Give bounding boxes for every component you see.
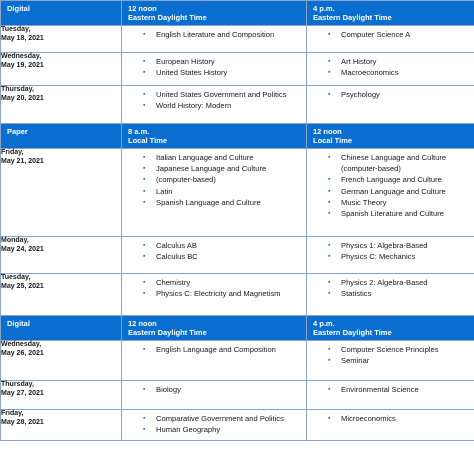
bullet-icon: ▪ (328, 176, 331, 184)
bullet-icon: ▪ (143, 91, 146, 98)
bullet-icon: ▪ (328, 290, 331, 298)
exam-date: May 24, 2021 (1, 245, 44, 253)
exam-subject-text: Japanese Language and Culture (156, 164, 267, 174)
time-slot-header (307, 124, 474, 149)
exam-subject-list (122, 274, 306, 299)
exam-subject-text: European History (156, 57, 215, 66)
exam-subject-text: Psychology (341, 90, 380, 99)
bullet-icon: ▪ (143, 102, 146, 110)
exam-subject-item (122, 100, 306, 111)
exam-subjects-cell (122, 341, 307, 381)
section-type-label (1, 1, 122, 26)
exam-subjects-cell (122, 274, 307, 316)
exam-subject-text: United States History (156, 68, 228, 78)
exam-subject-text: Physics 1: Algebra-Based (341, 241, 428, 250)
exam-date: May 27, 2021 (1, 389, 44, 397)
exam-subject-note (307, 163, 474, 174)
exam-subjects-cell (122, 53, 307, 86)
exam-subject-text: English Literature and Composition (156, 30, 275, 39)
time-slot-zone: Eastern Daylight Time (128, 13, 207, 22)
exam-subject-item (122, 240, 306, 251)
exam-subject-list (122, 237, 306, 262)
exam-subject-item (122, 413, 306, 424)
exam-subject-list (122, 410, 306, 435)
exam-weekday: Thursday, (1, 381, 34, 388)
bullet-icon: ▪ (328, 346, 331, 353)
exam-subject-list (122, 341, 306, 355)
time-slot-time: 4 p.m. (313, 4, 335, 13)
exam-date: May 25, 2021 (1, 282, 44, 290)
exam-subjects-cell (122, 381, 307, 410)
time-slot-zone: Local Time (128, 136, 168, 145)
exam-date: May 19, 2021 (1, 61, 44, 69)
exam-date: May 21, 2021 (1, 157, 44, 165)
time-slot-zone: Local Time (313, 136, 353, 145)
exam-subject-item (122, 288, 306, 299)
exam-subject-text: Latin (156, 186, 173, 196)
bullet-icon: ▪ (328, 279, 331, 286)
time-slot-header (122, 124, 307, 149)
bullet-icon: ▪ (328, 91, 331, 98)
exam-subject-item (307, 355, 474, 366)
section-type-label (1, 124, 122, 149)
exam-weekday: Friday, (1, 149, 24, 156)
exam-date: May 18, 2021 (1, 34, 44, 42)
exam-date-cell (1, 237, 122, 274)
bullet-icon: ▪ (328, 198, 331, 206)
bullet-icon: ▪ (143, 386, 146, 393)
exam-subject-item (122, 163, 306, 174)
exam-date-cell (1, 26, 122, 53)
exam-subject-text: United States Government and Politics (156, 90, 287, 99)
section-header-row (1, 124, 474, 149)
time-slot-header (307, 1, 474, 26)
bullet-icon: ▪ (143, 176, 146, 184)
exam-subjects-cell (307, 274, 474, 316)
exam-subjects-cell (122, 86, 307, 124)
bullet-icon: ▪ (328, 415, 331, 422)
bullet-icon: ▪ (143, 165, 146, 173)
exam-date-cell (1, 86, 122, 124)
bullet-icon: ▪ (328, 253, 331, 261)
exam-subject-item (122, 174, 306, 185)
exam-subject-item (122, 29, 306, 40)
exam-subject-text: Chinese Language and Culture (341, 153, 447, 162)
exam-day-row (1, 149, 474, 237)
bullet-icon: ▪ (328, 187, 331, 195)
exam-subjects-cell (307, 410, 474, 441)
section-type-text: Digital (7, 4, 30, 13)
exam-subject-list (307, 341, 474, 366)
time-slot-time: 8 a.m. (128, 127, 150, 136)
exam-subject-text: Chemistry (156, 278, 191, 287)
bullet-icon: ▪ (143, 154, 146, 161)
exam-weekday: Wednesday, (1, 341, 42, 348)
exam-date-cell (1, 149, 122, 237)
exam-subject-text: Spanish Literature and Culture (341, 209, 445, 219)
exam-subject-item (307, 413, 474, 424)
exam-date: May 20, 2021 (1, 94, 44, 102)
exam-subject-text: Microeconomics (341, 414, 396, 423)
exam-subject-list (307, 86, 474, 100)
bullet-icon: ▪ (143, 58, 146, 65)
section-type-text: Digital (7, 319, 30, 328)
exam-subject-list (307, 237, 474, 262)
time-slot-header (122, 1, 307, 26)
exam-subject-text: Physics C: Electricity and Magnetism (156, 289, 281, 299)
exam-subject-text: English Language and Composition (156, 345, 276, 354)
exam-subject-text: Comparative Government and Politics (156, 414, 284, 423)
bullet-icon: ▪ (328, 210, 331, 218)
bullet-icon: ▪ (143, 31, 146, 38)
exam-subject-list (122, 381, 306, 395)
exam-subject-item (307, 384, 474, 395)
exam-weekday: Thursday, (1, 86, 34, 93)
exam-subject-text: Biology (156, 385, 181, 394)
exam-subject-text: Environmental Science (341, 385, 419, 394)
time-slot-zone: Eastern Daylight Time (313, 13, 392, 22)
exam-subject-item (307, 29, 474, 40)
exam-subjects-cell (122, 149, 307, 237)
exam-subjects-cell (307, 53, 474, 86)
exam-subject-text: Computer Science A (341, 30, 411, 39)
exam-subject-item (307, 197, 474, 208)
time-slot-header (307, 316, 474, 341)
exam-subject-list (122, 86, 306, 111)
exam-day-row (1, 341, 474, 381)
exam-subject-list (307, 381, 474, 395)
exam-subject-item (307, 152, 474, 163)
exam-subject-text: World History: Modern (156, 101, 232, 111)
bullet-icon: ▪ (143, 290, 146, 298)
exam-subject-item (307, 240, 474, 251)
exam-date-cell (1, 341, 122, 381)
bullet-icon: ▪ (143, 187, 146, 195)
exam-weekday: Friday, (1, 410, 24, 417)
bullet-icon: ▪ (143, 242, 146, 249)
section-header-row (1, 316, 474, 341)
exam-subject-text: Italian Language and Culture (156, 153, 254, 162)
exam-subjects-cell (122, 26, 307, 53)
bullet-icon: ▪ (143, 346, 146, 353)
exam-subjects-cell (122, 237, 307, 274)
exam-day-row (1, 26, 474, 53)
exam-subject-item (307, 89, 474, 100)
exam-subject-text: Spanish Language and Culture (156, 197, 261, 207)
exam-weekday: Wednesday, (1, 53, 42, 60)
exam-day-row (1, 237, 474, 274)
exam-date-cell (1, 410, 122, 441)
exam-subject-text: Physics 2: Algebra-Based (341, 278, 428, 287)
exam-subject-item (122, 344, 306, 355)
section-type-label (1, 316, 122, 341)
exam-subject-text: (computer-based) (341, 164, 401, 174)
bullet-icon: ▪ (143, 426, 146, 434)
exam-subject-item (122, 56, 306, 67)
exam-subject-item (307, 277, 474, 288)
bullet-icon: ▪ (328, 58, 331, 65)
exam-subject-text: Macroeconomics (341, 68, 399, 78)
exam-subject-text: (computer-based) (156, 175, 216, 185)
time-slot-time: 4 p.m. (313, 319, 335, 328)
exam-subjects-cell (307, 237, 474, 274)
exam-weekday: Tuesday, (1, 274, 31, 281)
exam-subject-list (122, 53, 306, 78)
bullet-icon: ▪ (143, 253, 146, 261)
exam-subject-text: German Language and Culture (341, 186, 446, 196)
exam-subjects-cell (307, 149, 474, 237)
exam-subject-text: Music Theory (341, 197, 387, 207)
exam-subject-item (307, 208, 474, 219)
exam-subject-item (122, 424, 306, 435)
exam-subject-item (122, 186, 306, 197)
exam-subject-text: Calculus AB (156, 241, 197, 250)
exam-subject-item (307, 174, 474, 185)
exam-date-cell (1, 274, 122, 316)
exam-date: May 26, 2021 (1, 349, 44, 357)
exam-subject-item (307, 56, 474, 67)
exam-subject-item (307, 288, 474, 299)
exam-day-row (1, 53, 474, 86)
exam-subject-text: Calculus BC (156, 252, 198, 262)
exam-day-row (1, 86, 474, 124)
exam-subject-item (122, 152, 306, 163)
exam-subject-list (307, 274, 474, 299)
exam-subject-item (122, 277, 306, 288)
exam-subject-text: Human Geography (156, 425, 221, 435)
time-slot-time: 12 noon (128, 4, 157, 13)
exam-subject-item (122, 251, 306, 262)
bullet-icon: ▪ (328, 357, 331, 365)
exam-subjects-cell (307, 26, 474, 53)
exam-subject-text: Computer Science Principles (341, 345, 439, 354)
time-slot-zone: Eastern Daylight Time (128, 328, 207, 337)
section-type-text: Paper (7, 127, 28, 136)
exam-weekday: Monday, (1, 237, 29, 244)
exam-subject-item (307, 251, 474, 262)
exam-day-row (1, 274, 474, 316)
exam-subjects-cell (122, 410, 307, 441)
exam-subject-item (122, 67, 306, 78)
exam-subject-list (307, 410, 474, 424)
exam-subjects-cell (307, 341, 474, 381)
exam-subject-item (122, 197, 306, 208)
schedule-body (1, 1, 474, 441)
exam-subject-text: Seminar (341, 356, 370, 366)
exam-subject-item (307, 186, 474, 197)
exam-subject-text: Physics C: Mechanics (341, 252, 416, 262)
exam-day-row (1, 381, 474, 410)
exam-date-cell (1, 381, 122, 410)
time-slot-time: 12 noon (128, 319, 157, 328)
exam-weekday: Tuesday, (1, 26, 31, 33)
bullet-icon: ▪ (328, 242, 331, 249)
exam-subject-list (307, 26, 474, 40)
bullet-icon: ▪ (143, 279, 146, 286)
time-slot-zone: Eastern Daylight Time (313, 328, 392, 337)
exam-subject-list (307, 149, 474, 219)
exam-subjects-cell (307, 381, 474, 410)
exam-subject-list (307, 53, 474, 78)
exam-subject-text: French Language and Culture (341, 175, 442, 185)
exam-subject-item (122, 384, 306, 395)
section-header-row (1, 1, 474, 26)
exam-subject-item (307, 344, 474, 355)
exam-subject-list (122, 149, 306, 208)
exam-subject-text: Statistics (341, 289, 372, 299)
bullet-icon: ▪ (328, 154, 331, 161)
exam-date-cell (1, 53, 122, 86)
exam-subject-text: Art History (341, 57, 377, 66)
bullet-icon: ▪ (143, 198, 146, 206)
exam-subject-item (122, 89, 306, 100)
exam-date: May 28, 2021 (1, 418, 44, 426)
exam-subject-list (122, 26, 306, 40)
time-slot-time: 12 noon (313, 127, 342, 136)
exam-subject-item (307, 67, 474, 78)
time-slot-header (122, 316, 307, 341)
bullet-icon: ▪ (143, 415, 146, 422)
exam-subjects-cell (307, 86, 474, 124)
bullet-icon: ▪ (328, 31, 331, 38)
exam-day-row (1, 410, 474, 441)
bullet-icon: ▪ (328, 69, 331, 77)
bullet-icon: ▪ (143, 69, 146, 77)
bullet-icon: ▪ (328, 386, 331, 393)
